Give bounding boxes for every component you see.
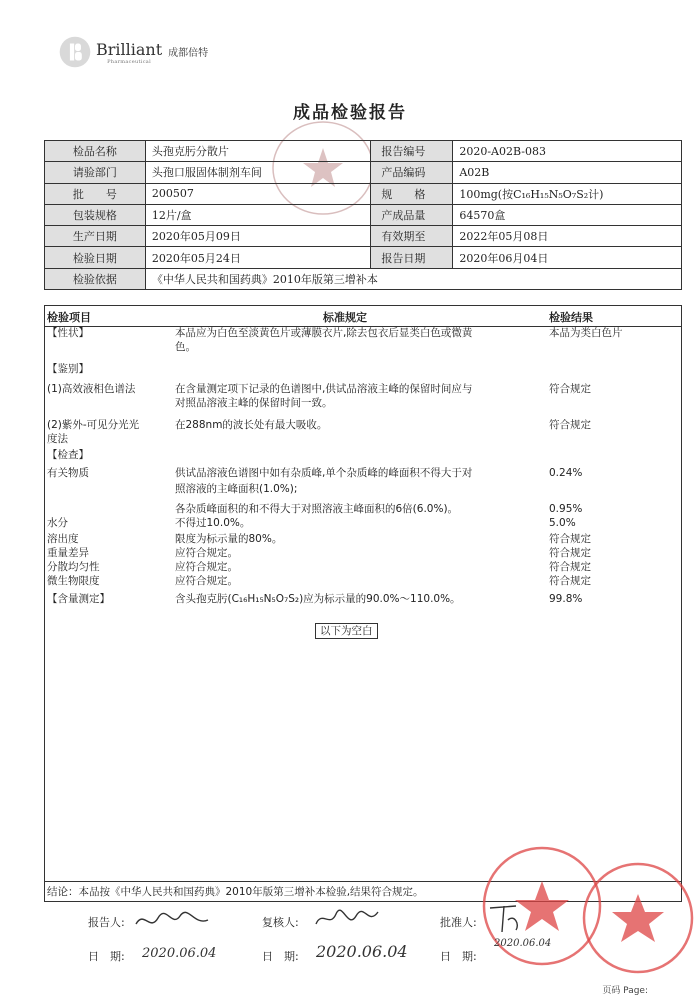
result-standard: 含头孢克肟(C₁₆H₁₅N₅O₇S₂)应为标示量的90.0%～110.0%。 xyxy=(175,593,461,605)
result-item: 【含量测定】 xyxy=(47,593,110,605)
result-standard: 限度为标示量的80%。 xyxy=(175,533,283,545)
reviewer-signature-icon xyxy=(312,904,382,934)
result-item: 分散均匀性 xyxy=(47,561,100,573)
result-item: 有关物质 xyxy=(47,467,89,479)
reporter-label: 报告人: xyxy=(88,916,125,929)
prod-date-value: 2020年05月09日 xyxy=(145,226,371,247)
result-value: 5.0% xyxy=(549,517,576,529)
col-item-header: 检验项目 xyxy=(47,311,91,324)
expiry-label: 有效期至 xyxy=(371,226,453,247)
yield-value: 64570盒 xyxy=(453,204,682,225)
result-value: 0.95% xyxy=(549,503,583,515)
result-standard: 在288nm的波长处有最大吸收。 xyxy=(175,419,328,431)
result-value: 符合规定 xyxy=(549,533,591,545)
col-result-header: 检验结果 xyxy=(549,311,593,324)
approver-date-label: 日 期: xyxy=(440,950,477,963)
result-value: 符合规定 xyxy=(549,419,591,431)
page-number: 页码 Page: xyxy=(602,986,648,996)
result-standard: 供试品溶液色谱图中如有杂质峰,单个杂质峰的峰面积不得大于对 xyxy=(175,467,473,479)
test-date-label: 检验日期 xyxy=(45,247,146,268)
dept-value: 头孢口服固体制剂车间 xyxy=(145,162,371,183)
blank-note: 以下为空白 xyxy=(315,623,378,639)
result-value: 符合规定 xyxy=(549,561,591,573)
brand-name-cn: 成都倍特 xyxy=(168,47,209,59)
result-value: 符合规定 xyxy=(549,547,591,559)
result-standard: 应符合规定。 xyxy=(175,547,238,559)
result-standard: 各杂质峰面积的和不得大于对照溶液主峰面积的6倍(6.0%)。 xyxy=(175,503,459,515)
result-item: 【性状】 xyxy=(47,327,89,339)
result-item: 【鉴别】 xyxy=(47,363,89,375)
result-item: 水分 xyxy=(47,517,68,529)
result-item: 【检查】 xyxy=(47,449,89,461)
report-no-value: 2020-A02B-083 xyxy=(453,141,682,162)
result-item: 溶出度 xyxy=(47,533,79,545)
result-item: (1)高效液相色谱法 xyxy=(47,383,136,395)
result-standard: 对照品溶液主峰的保留时间一致。 xyxy=(175,397,333,409)
reporter-date: 2020.06.04 xyxy=(142,946,217,961)
yield-label: 产成品量 xyxy=(371,204,453,225)
spec-value: 100mg(按C₁₆H₁₅N₅O₇S₂计) xyxy=(453,183,682,204)
reviewer-label: 复核人: xyxy=(262,916,299,929)
spec-label: 规 格 xyxy=(371,183,453,204)
brand-name-en-sub: Pharmaceutical xyxy=(107,58,151,65)
result-standard: 应符合规定。 xyxy=(175,561,238,573)
results-section xyxy=(44,305,682,902)
product-code-label: 产品编码 xyxy=(371,162,453,183)
basis-value: 《中华人民共和国药典》2010年版第三增补本 xyxy=(145,268,681,289)
result-item: 微生物限度 xyxy=(47,575,100,587)
batch-value: 200507 xyxy=(145,183,371,204)
report-no-label: 报告编号 xyxy=(371,141,453,162)
batch-label: 批 号 xyxy=(45,183,146,204)
results-header xyxy=(45,306,681,327)
company-logo xyxy=(58,32,208,72)
product-name-label: 检品名称 xyxy=(45,141,146,162)
reporter-date-label: 日 期: xyxy=(88,950,125,963)
result-standard: 在含量测定项下记录的色谱图中,供试品溶液主峰的保留时间应与 xyxy=(175,383,473,395)
report-date-label: 报告日期 xyxy=(371,247,453,268)
result-item: (2)紫外-可见分光光 xyxy=(47,419,140,431)
result-standard: 色。 xyxy=(175,341,196,353)
test-date-value: 2020年05月24日 xyxy=(145,247,371,268)
result-item: 度法 xyxy=(47,433,68,445)
approver-date: 2020.06.04 xyxy=(494,938,552,949)
reviewer-date-label: 日 期: xyxy=(262,950,299,963)
product-code-value: A02B xyxy=(453,162,682,183)
dept-label: 请验部门 xyxy=(45,162,146,183)
report-date-value: 2020年06月04日 xyxy=(453,247,682,268)
approver-signature-icon xyxy=(486,900,526,936)
expiry-value: 2022年05月08日 xyxy=(453,226,682,247)
result-standard: 不得过10.0%。 xyxy=(175,517,251,529)
product-name-value: 头孢克肟分散片 xyxy=(145,141,371,162)
basis-label: 检验依据 xyxy=(45,268,146,289)
reviewer-date: 2020.06.04 xyxy=(316,942,408,961)
result-standard: 本品应为白色至淡黄色片或薄膜衣片,除去包衣后显类白色或微黄 xyxy=(175,327,473,339)
result-value: 符合规定 xyxy=(549,383,591,395)
brand-name-en: Brilliant xyxy=(96,39,163,59)
approver-label: 批准人: xyxy=(440,916,477,929)
result-standard: 照溶液的主峰面积(1.0%); xyxy=(175,483,298,495)
product-info-table xyxy=(44,140,682,290)
col-standard-header: 标准规定 xyxy=(323,311,367,324)
result-value: 99.8% xyxy=(549,593,583,605)
brilliant-logo-icon xyxy=(58,35,92,69)
result-item: 重量差异 xyxy=(47,547,89,559)
result-standard: 应符合规定。 xyxy=(175,575,238,587)
package-value: 12片/盒 xyxy=(145,204,371,225)
prod-date-label: 生产日期 xyxy=(45,226,146,247)
report-title: 成品检验报告 xyxy=(293,103,407,123)
reporter-signature-icon xyxy=(132,906,212,934)
conclusion: 结论：本品按《中华人民共和国药典》2010年版第三增补本检验,结果符合规定。 xyxy=(45,881,681,901)
result-value: 0.24% xyxy=(549,467,583,479)
result-value: 本品为类白色片 xyxy=(549,327,623,339)
result-value: 符合规定 xyxy=(549,575,591,587)
package-label: 包装规格 xyxy=(45,204,146,225)
